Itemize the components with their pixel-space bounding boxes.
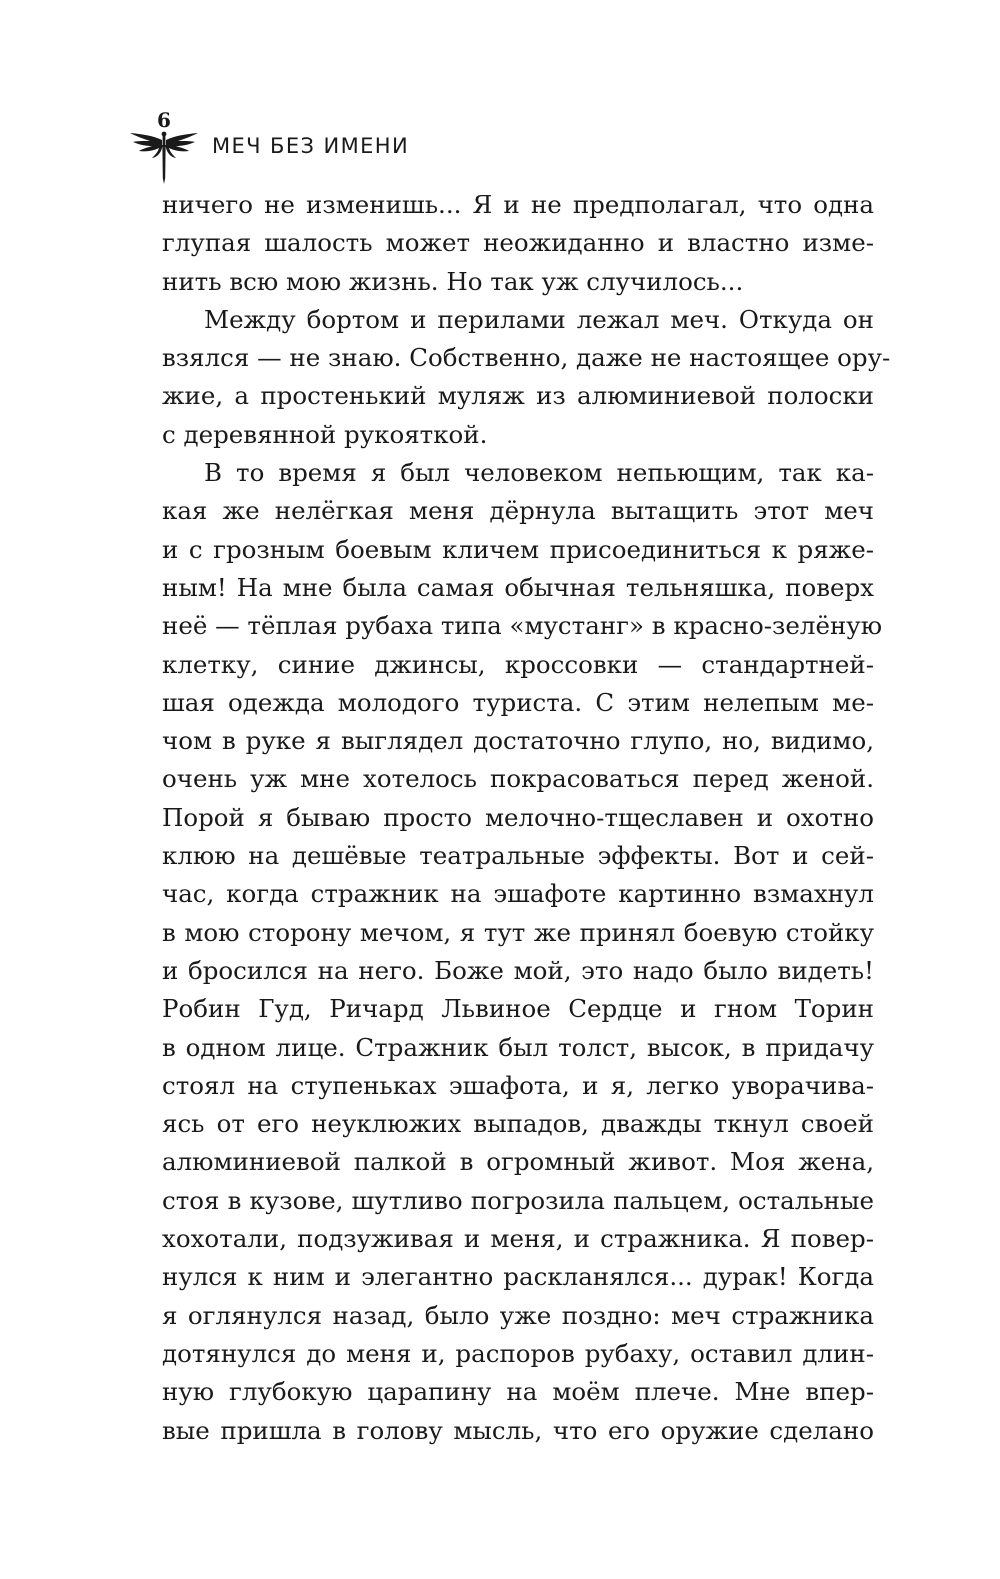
text-line: хохотали, подзуживая и меня, и стражника. Я повер-: [162, 1224, 874, 1254]
text-line: в одном лице. Стражник был толст, высок, в придачу: [162, 1032, 874, 1062]
text-line: Порой я бываю просто мелочно-тщеславен и охотно: [162, 802, 874, 832]
body-text: [162, 186, 891, 1450]
text-line: стоял на ступеньках эшафота, и я, легко уворачива-: [162, 1070, 874, 1100]
text-line: глупая шалость может неожиданно и властно изме-: [162, 228, 874, 258]
text-line: час, когда стражник на эшафоте картинно взмахнул: [162, 879, 874, 909]
text-line: шая одежда молодого туриста. С этим нелепым ме-: [162, 687, 874, 717]
text-line: Робин Гуд, Ричард Львиное Сердце и гном Торин: [162, 994, 874, 1024]
text-line: клетку, синие джинсы, кроссовки — стандартней-: [162, 649, 874, 679]
text-line: нить всю мою жизнь. Но так уж случилось...: [162, 266, 744, 296]
text-line: неё — тёплая рубаха типа «мустанг» в красно-зелёную: [162, 611, 883, 641]
text-line: дотянулся до меня и, распоров рубаху, оставил длин-: [162, 1338, 874, 1368]
text-line: я оглянулся назад, было уже поздно: меч стражника: [162, 1300, 874, 1330]
text-line: взялся — не знаю. Собственно, даже не настоящее ору-: [162, 343, 891, 373]
text-line: Между бортом и перилами лежал меч. Откуда он: [204, 304, 874, 334]
text-line: ясь от его неуклюжих выпадов, дважды ткнул своей: [162, 1109, 874, 1139]
text-line: с деревянной рукояткой.: [162, 419, 488, 449]
text-line: алюминиевой палкой в огромный живот. Моя жена,: [162, 1147, 874, 1177]
text-line: В то время я был человеком непьющим, так ка-: [204, 458, 874, 488]
text-line: кая же нелёгкая меня дёрнула вытащить этот меч: [162, 496, 874, 526]
text-line: стоя в кузове, шутливо погрозила пальцем, остальные: [162, 1185, 874, 1215]
text-line: чом в руке я выглядел достаточно глупо, но, видимо,: [162, 726, 874, 756]
winged-sword-icon: [128, 130, 200, 186]
text-line: и с грозным боевым кличем присоединиться к ряже-: [162, 534, 874, 564]
text-line: ничего не изменишь... Я и не предполагал, что одна: [162, 190, 874, 219]
text-line: ную глубокую царапину на моём плече. Мне впер-: [162, 1377, 874, 1407]
text-line: жие, а простенький муляж из алюминиевой полоски: [162, 381, 874, 411]
text-line: ным! На мне была самая обычная тельняшка, поверх: [162, 572, 874, 602]
text-line: и бросился на него. Боже мой, это надо было видеть!: [162, 955, 874, 985]
text-line: нулся к ним и элегантно раскланялся... дурак! Когда: [162, 1262, 874, 1292]
text-line: очень уж мне хотелось покрасоваться перед женой.: [162, 764, 874, 794]
page-number: 6: [157, 108, 171, 132]
text-line: клюю на дешёвые театральные эффекты. Вот и сей-: [162, 841, 874, 871]
running-title: МЕЧ БЕЗ ИМЕНИ: [212, 134, 410, 158]
text-line: в мою сторону мечом, я тут же принял боевую стойку: [162, 917, 874, 947]
text-line: вые пришла в голову мысль, что его оружие сделано: [162, 1415, 874, 1445]
page-header: [128, 108, 528, 188]
